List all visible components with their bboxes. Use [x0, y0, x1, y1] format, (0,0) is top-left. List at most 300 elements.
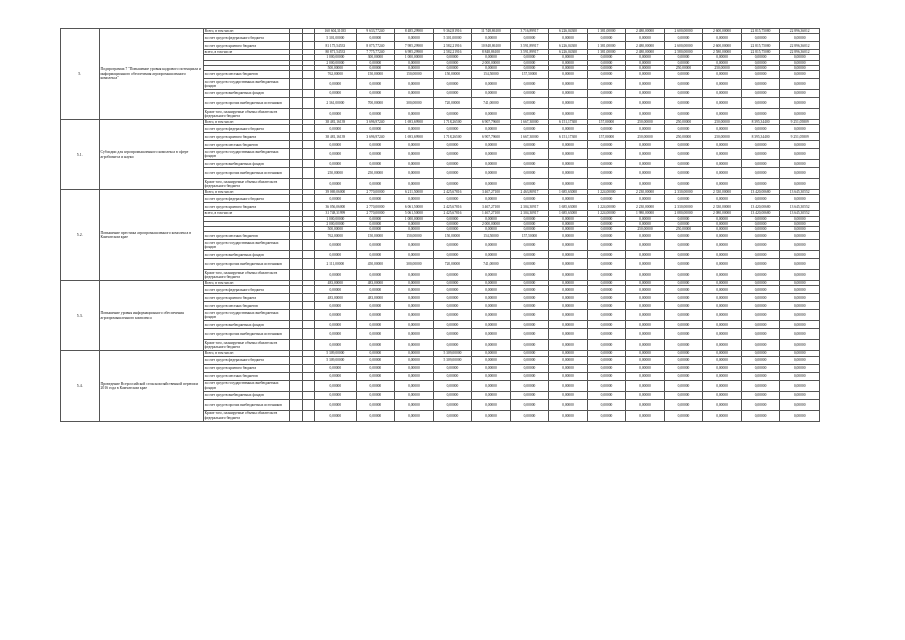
budget-code	[290, 251, 302, 259]
amount-cell: 0,00000	[703, 281, 742, 286]
amount-cell: 5 309,00000	[315, 356, 357, 364]
amount-cell: 250,00000	[703, 65, 742, 70]
amount-cell: 0,00000	[315, 399, 357, 410]
amount-cell: 0,00000	[741, 270, 780, 281]
amount-cell: 0,00000	[703, 71, 742, 79]
funding-source: Кроме того, планируемые объемы обязательств федерального бюджета	[203, 270, 289, 281]
amount-cell: 0,00000	[315, 179, 357, 190]
amount-cell: 0,00000	[587, 34, 626, 42]
amount-cell: 741,00000	[472, 259, 511, 270]
amount-cell: 0,00000	[510, 294, 549, 302]
amount-cell: 0,00000	[315, 195, 357, 203]
amount-cell: 2 000,00000	[472, 221, 511, 226]
budget-code	[290, 240, 302, 251]
amount-cell: 0,00000	[472, 340, 511, 351]
amount-cell: 0,00000	[587, 109, 626, 120]
amount-cell: 1 693,69900	[395, 120, 434, 125]
amount-cell: 0,00000	[780, 221, 820, 226]
amount-cell: 0,00000	[780, 251, 820, 259]
amount-cell: 0,00000	[664, 55, 703, 60]
amount-cell: 0,00000	[587, 141, 626, 149]
amount-cell: 0,00000	[587, 125, 626, 133]
amount-cell: 2 580,00000	[664, 50, 703, 55]
amount-cell: 0,00000	[433, 65, 472, 70]
funding-source: за счет средств местных бюджетов	[203, 232, 289, 240]
amount-cell: 13 420,00680	[741, 211, 780, 216]
amount-cell: 0,00000	[664, 351, 703, 356]
budget-code	[290, 380, 302, 391]
funding-source: за счет средств внебюджетных фондов	[203, 391, 289, 399]
amount-cell: 0,00000	[741, 391, 780, 399]
amount-cell: 0,00000	[587, 232, 626, 240]
funding-source: за счет средств краевого бюджета	[203, 364, 289, 372]
amount-cell: 0,00000	[664, 281, 703, 286]
amount-cell: 80 871,54533	[315, 50, 357, 55]
amount-cell: 0,00000	[703, 149, 742, 160]
amount-cell: 0,00000	[510, 98, 549, 109]
amount-cell: 0,00000	[472, 65, 511, 70]
amount-cell: 0,00000	[703, 60, 742, 65]
amount-cell: 0,00000	[510, 286, 549, 294]
amount-cell: 0,00000	[315, 321, 357, 329]
amount-cell: 0,00000	[433, 168, 472, 179]
budget-code	[290, 329, 302, 340]
amount-cell: 0,00000	[664, 195, 703, 203]
amount-cell: 0,00000	[780, 227, 820, 232]
amount-cell: 0,00000	[433, 251, 472, 259]
amount-cell: 0,00000	[472, 310, 511, 321]
amount-cell: 1 667,30000	[510, 120, 549, 125]
amount-cell: 0,00000	[549, 270, 588, 281]
amount-cell: 0,00000	[664, 168, 703, 179]
amount-cell: 0,00000	[549, 221, 588, 226]
amount-cell: 0,00000	[664, 399, 703, 410]
amount-cell: 2 361,00000	[315, 98, 357, 109]
amount-cell: 0,00000	[703, 216, 742, 221]
amount-cell: 0,00000	[433, 221, 472, 226]
amount-cell: 0,00000	[664, 380, 703, 391]
amount-cell: 154,50000	[472, 71, 511, 79]
amount-cell: 0,00000	[549, 98, 588, 109]
amount-cell: 0,00000	[433, 195, 472, 203]
amount-cell: 0,00000	[510, 321, 549, 329]
budget-subcode	[302, 179, 314, 190]
amount-cell: 2 600,00000	[664, 29, 703, 34]
amount-cell: 160 604,31035	[315, 29, 357, 34]
amount-cell: 0,00000	[549, 195, 588, 203]
amount-cell: 483,00000	[356, 281, 395, 286]
amount-cell: 0,00000	[472, 240, 511, 251]
amount-cell: 0,00000	[315, 251, 357, 259]
amount-cell: 0,00000	[472, 34, 511, 42]
budget-subcode	[302, 98, 314, 109]
amount-cell: 0,00000	[549, 310, 588, 321]
amount-cell: 0,00000	[395, 109, 434, 120]
amount-cell: 0,00000	[356, 329, 395, 340]
amount-cell: 0,00000	[356, 149, 395, 160]
amount-cell: 2 230,00000	[626, 190, 665, 195]
amount-cell: 2 330,00000	[664, 203, 703, 211]
amount-cell: 0,00000	[626, 149, 665, 160]
amount-cell: 0,00000	[472, 399, 511, 410]
amount-cell: 0,00000	[472, 79, 511, 90]
amount-cell: 0,00000	[510, 240, 549, 251]
amount-cell: 0,00000	[703, 240, 742, 251]
amount-cell: 0,00000	[395, 310, 434, 321]
amount-cell: 0,00000	[433, 270, 472, 281]
amount-cell: 0,00000	[780, 240, 820, 251]
amount-cell: 0,00000	[626, 141, 665, 149]
budget-code	[290, 356, 302, 364]
amount-cell: 0,00000	[395, 34, 434, 42]
amount-cell: 0,00000	[395, 281, 434, 286]
budget-table	[60, 28, 820, 422]
budget-code	[290, 90, 302, 98]
amount-cell: 5 301,00000	[315, 34, 357, 42]
amount-cell: 0,00000	[780, 310, 820, 321]
budget-code	[290, 310, 302, 321]
amount-cell: 0,00000	[780, 109, 820, 120]
amount-cell: 150,00000	[395, 232, 434, 240]
budget-code	[290, 79, 302, 90]
amount-cell: 0,00000	[549, 141, 588, 149]
amount-cell: 0,00000	[587, 310, 626, 321]
amount-cell: 36 056,06000	[315, 203, 357, 211]
amount-cell: 0,00000	[703, 109, 742, 120]
amount-cell: 7 985,29900	[395, 42, 434, 50]
funding-source: за счет средств государственных внебюджетных фондов	[203, 380, 289, 391]
amount-cell: 0,00000	[587, 55, 626, 60]
amount-cell: 0,00000	[587, 321, 626, 329]
amount-cell: 0,00000	[664, 410, 703, 421]
amount-cell: 0,00000	[472, 160, 511, 168]
amount-cell: 0,00000	[703, 179, 742, 190]
amount-cell: 250,00000	[664, 120, 703, 125]
amount-cell: 0,00000	[510, 391, 549, 399]
amount-cell: 0,00000	[664, 71, 703, 79]
amount-cell: 3 696,97240	[356, 120, 395, 125]
budget-subcode	[302, 310, 314, 321]
budget-code	[290, 179, 302, 190]
amount-cell: 250,00000	[664, 133, 703, 141]
budget-subcode	[302, 410, 314, 421]
amount-cell: 0,00000	[433, 391, 472, 399]
amount-cell: 0,00000	[510, 168, 549, 179]
funding-source: за счет средств федерального бюджета	[203, 195, 289, 203]
amount-cell: 0,00000	[780, 65, 820, 70]
amount-cell: 0,00000	[472, 329, 511, 340]
budget-subcode	[302, 251, 314, 259]
amount-cell: 22 815,75080	[741, 29, 780, 34]
funding-source: всего, в том числе	[203, 50, 289, 55]
budget-code	[290, 42, 302, 50]
amount-cell: 0,00000	[626, 410, 665, 421]
amount-cell: 8 075,77240	[356, 42, 395, 50]
amount-cell: 0,00000	[626, 372, 665, 380]
amount-cell: 0,00000	[395, 286, 434, 294]
amount-cell: 2 000,00000	[472, 60, 511, 65]
budget-code	[290, 364, 302, 372]
amount-cell: 0,00000	[395, 391, 434, 399]
amount-cell: 1 980,00000	[626, 211, 665, 216]
amount-cell: 0,00000	[780, 329, 820, 340]
amount-cell: 483,00000	[315, 294, 357, 302]
amount-cell: 0,00000	[549, 340, 588, 351]
amount-cell: 0,00000	[510, 302, 549, 310]
amount-cell: 0,00000	[703, 251, 742, 259]
amount-cell: 0,00000	[433, 286, 472, 294]
amount-cell: 0,00000	[664, 141, 703, 149]
amount-cell: 0,00000	[356, 141, 395, 149]
amount-cell: 0,00000	[741, 251, 780, 259]
amount-cell: 0,00000	[741, 109, 780, 120]
amount-cell: 0,00000	[433, 380, 472, 391]
amount-cell: 2 080,00000	[664, 211, 703, 216]
funding-source: за счет средств федерального бюджета	[203, 356, 289, 364]
amount-cell: 0,00000	[587, 195, 626, 203]
funding-source: за счет средств прочих внебюджетных источников	[203, 329, 289, 340]
amount-cell: 250,00000	[626, 227, 665, 232]
budget-subcode	[302, 160, 314, 168]
amount-cell: 157,50000	[510, 71, 549, 79]
amount-cell: 0,00000	[741, 227, 780, 232]
amount-cell: 6 061,50000	[395, 203, 434, 211]
amount-cell: 154,50000	[472, 232, 511, 240]
amount-cell: 0,00000	[395, 149, 434, 160]
amount-cell: 0,00000	[472, 364, 511, 372]
budget-subcode	[302, 195, 314, 203]
amount-cell: 0,00000	[626, 168, 665, 179]
amount-cell: 0,00000	[472, 216, 511, 221]
amount-cell: 0,00000	[587, 372, 626, 380]
amount-cell: 2 600,00000	[703, 42, 742, 50]
amount-cell: 13 420,00680	[741, 203, 780, 211]
amount-cell: 0,00000	[510, 195, 549, 203]
amount-cell: 0,00000	[703, 79, 742, 90]
amount-cell: 0,00000	[356, 216, 395, 221]
amount-cell: 2 770,00000	[356, 190, 395, 195]
amount-cell: 150,00000	[433, 71, 472, 79]
amount-cell: 0,00000	[587, 410, 626, 421]
amount-cell: 720,00000	[433, 98, 472, 109]
amount-cell: 0,00000	[395, 141, 434, 149]
budget-code	[290, 321, 302, 329]
amount-cell: 0,00000	[510, 34, 549, 42]
amount-cell: 0,00000	[433, 410, 472, 421]
amount-cell: 0,00000	[780, 179, 820, 190]
amount-cell: 0,00000	[433, 125, 472, 133]
amount-cell: 0,00000	[626, 286, 665, 294]
amount-cell: 0,00000	[587, 270, 626, 281]
budget-code	[290, 270, 302, 281]
amount-cell: 0,00000	[626, 221, 665, 226]
funding-source: за счет средств краевого бюджета	[203, 203, 289, 211]
amount-cell: 0,00000	[741, 364, 780, 372]
amount-cell: 0,00000	[433, 55, 472, 60]
budget-subcode	[302, 364, 314, 372]
amount-cell: 0,00000	[315, 302, 357, 310]
amount-cell: 0,00000	[587, 227, 626, 232]
amount-cell: 0,00000	[626, 179, 665, 190]
amount-cell: 0,00000	[395, 240, 434, 251]
amount-cell: 3 591,89917	[510, 42, 549, 50]
amount-cell: 0,00000	[587, 302, 626, 310]
amount-cell: 13 420,00680	[741, 190, 780, 195]
amount-cell: 0,00000	[356, 372, 395, 380]
amount-cell: 0,00000	[510, 109, 549, 120]
funding-source: Кроме того, планируемые объемы обязательств федерального бюджета	[203, 179, 289, 190]
funding-source: за счет средств местных бюджетов	[203, 71, 289, 79]
funding-source: Всего, в том числе:	[203, 281, 289, 286]
amount-cell: 0,00000	[741, 372, 780, 380]
amount-cell: 0,00000	[703, 232, 742, 240]
amount-cell: 762,00000	[315, 71, 357, 79]
amount-cell: 0,00000	[664, 232, 703, 240]
amount-cell: 0,00000	[433, 90, 472, 98]
amount-cell: 0,00000	[433, 281, 472, 286]
funding-source: за счет средств федерального бюджета	[203, 34, 289, 42]
amount-cell: 0,00000	[741, 55, 780, 60]
amount-cell: 0,00000	[664, 340, 703, 351]
amount-cell: 9 633,77240	[356, 29, 395, 34]
amount-cell: 0,00000	[472, 125, 511, 133]
budget-code	[290, 168, 302, 179]
amount-cell: 0,00000	[433, 227, 472, 232]
amount-cell: 0,00000	[626, 281, 665, 286]
amount-cell: 0,00000	[549, 65, 588, 70]
amount-cell: 9 362,81916	[433, 29, 472, 34]
amount-cell: 0,00000	[780, 216, 820, 221]
budget-subcode	[302, 232, 314, 240]
amount-cell: 720,00000	[433, 259, 472, 270]
amount-cell: 2 111,00000	[315, 259, 357, 270]
amount-cell: 6 211,50000	[395, 190, 434, 195]
amount-cell: 0,00000	[703, 141, 742, 149]
budget-subcode	[302, 133, 314, 141]
amount-cell: 0,00000	[741, 240, 780, 251]
amount-cell: 0,00000	[472, 141, 511, 149]
amount-cell: 0,00000	[510, 329, 549, 340]
amount-cell: 0,00000	[395, 270, 434, 281]
amount-cell: 0,00000	[315, 141, 357, 149]
amount-cell: 0,00000	[780, 160, 820, 168]
amount-cell: 0,00000	[780, 98, 820, 109]
amount-cell: 0,00000	[472, 302, 511, 310]
amount-cell: 0,00000	[395, 65, 434, 70]
amount-cell: 0,00000	[315, 329, 357, 340]
amount-cell: 2 770,00000	[356, 211, 395, 216]
amount-cell: 0,00000	[703, 125, 742, 133]
amount-cell: 0,00000	[549, 380, 588, 391]
amount-cell: 0,00000	[587, 160, 626, 168]
amount-cell: 0,00000	[626, 240, 665, 251]
amount-cell: 13 645,30552	[780, 211, 820, 216]
amount-cell: 0,00000	[472, 55, 511, 60]
amount-cell: 0,00000	[395, 340, 434, 351]
amount-cell: 2 582,21916	[433, 42, 472, 50]
amount-cell: 250,00000	[356, 168, 395, 179]
amount-cell: 483,00000	[356, 294, 395, 302]
amount-cell: 0,00000	[664, 356, 703, 364]
amount-cell: 0,00000	[433, 310, 472, 321]
amount-cell: 0,00000	[587, 168, 626, 179]
amount-cell: 0,00000	[395, 251, 434, 259]
amount-cell: 3 467,27100	[472, 190, 511, 195]
budget-code	[290, 98, 302, 109]
amount-cell: 0,00000	[626, 294, 665, 302]
amount-cell: 0,00000	[315, 372, 357, 380]
funding-source: Всего, в том числе:	[203, 29, 289, 34]
amount-cell: 0,00000	[395, 294, 434, 302]
amount-cell: 157,00000	[587, 133, 626, 141]
amount-cell: 0,00000	[741, 79, 780, 90]
amount-cell: 1 000,00000	[395, 216, 434, 221]
amount-cell: 0,00000	[741, 98, 780, 109]
amount-cell: 0,00000	[356, 380, 395, 391]
budget-subcode	[302, 286, 314, 294]
amount-cell: 0,00000	[549, 227, 588, 232]
amount-cell: 5 309,00000	[433, 356, 472, 364]
amount-cell: 0,00000	[510, 351, 549, 356]
amount-cell: 0,00000	[549, 329, 588, 340]
amount-cell: 0,00000	[664, 286, 703, 294]
amount-cell: 0,00000	[315, 364, 357, 372]
amount-cell: 0,00000	[664, 391, 703, 399]
amount-cell: 0,00000	[395, 329, 434, 340]
amount-cell: 0,00000	[780, 149, 820, 160]
amount-cell: 1 224,00000	[587, 211, 626, 216]
amount-cell: 2 480,00000	[626, 42, 665, 50]
budget-subcode	[302, 329, 314, 340]
amount-cell: 0,00000	[549, 125, 588, 133]
funding-source: за счет средств государственных внебюджетных фондов	[203, 310, 289, 321]
amount-cell: 0,00000	[626, 270, 665, 281]
amount-cell: 0,00000	[626, 195, 665, 203]
funding-source: за счет средств внебюджетных фондов	[203, 160, 289, 168]
amount-cell: 0,00000	[626, 351, 665, 356]
amount-cell: 6 226,04300	[549, 29, 588, 34]
amount-cell: 38 481,16139	[315, 133, 357, 141]
amount-cell: 0,00000	[741, 179, 780, 190]
amount-cell: 0,00000	[356, 90, 395, 98]
budget-code	[290, 141, 302, 149]
amount-cell: 0,00000	[395, 60, 434, 65]
budget-code	[290, 125, 302, 133]
amount-cell: 0,00000	[472, 195, 511, 203]
section-index: 5.1.	[61, 120, 100, 190]
amount-cell: 0,00000	[664, 372, 703, 380]
amount-cell: 0,00000	[472, 351, 511, 356]
budget-code	[290, 302, 302, 310]
amount-cell: 0,00000	[703, 195, 742, 203]
amount-cell: 2 330,00000	[703, 190, 742, 195]
funding-source: за счет средств краевого бюджета	[203, 133, 289, 141]
amount-cell: 2 080,00000	[703, 211, 742, 216]
amount-cell: 0,00000	[472, 391, 511, 399]
budget-subcode	[302, 391, 314, 399]
amount-cell: 0,00000	[741, 410, 780, 421]
amount-cell: 1 000,00000	[395, 55, 434, 60]
amount-cell: 0,00000	[780, 55, 820, 60]
funding-source: Кроме того, планируемые объемы обязательств федерального бюджета	[203, 340, 289, 351]
budget-code	[290, 232, 302, 240]
funding-source: за счет средств федерального бюджета	[203, 286, 289, 294]
amount-cell: 0,00000	[510, 216, 549, 221]
amount-cell: 0,00000	[549, 168, 588, 179]
amount-cell: 0,00000	[549, 259, 588, 270]
amount-cell: 2 330,00000	[664, 190, 703, 195]
amount-cell: 150,00000	[356, 232, 395, 240]
